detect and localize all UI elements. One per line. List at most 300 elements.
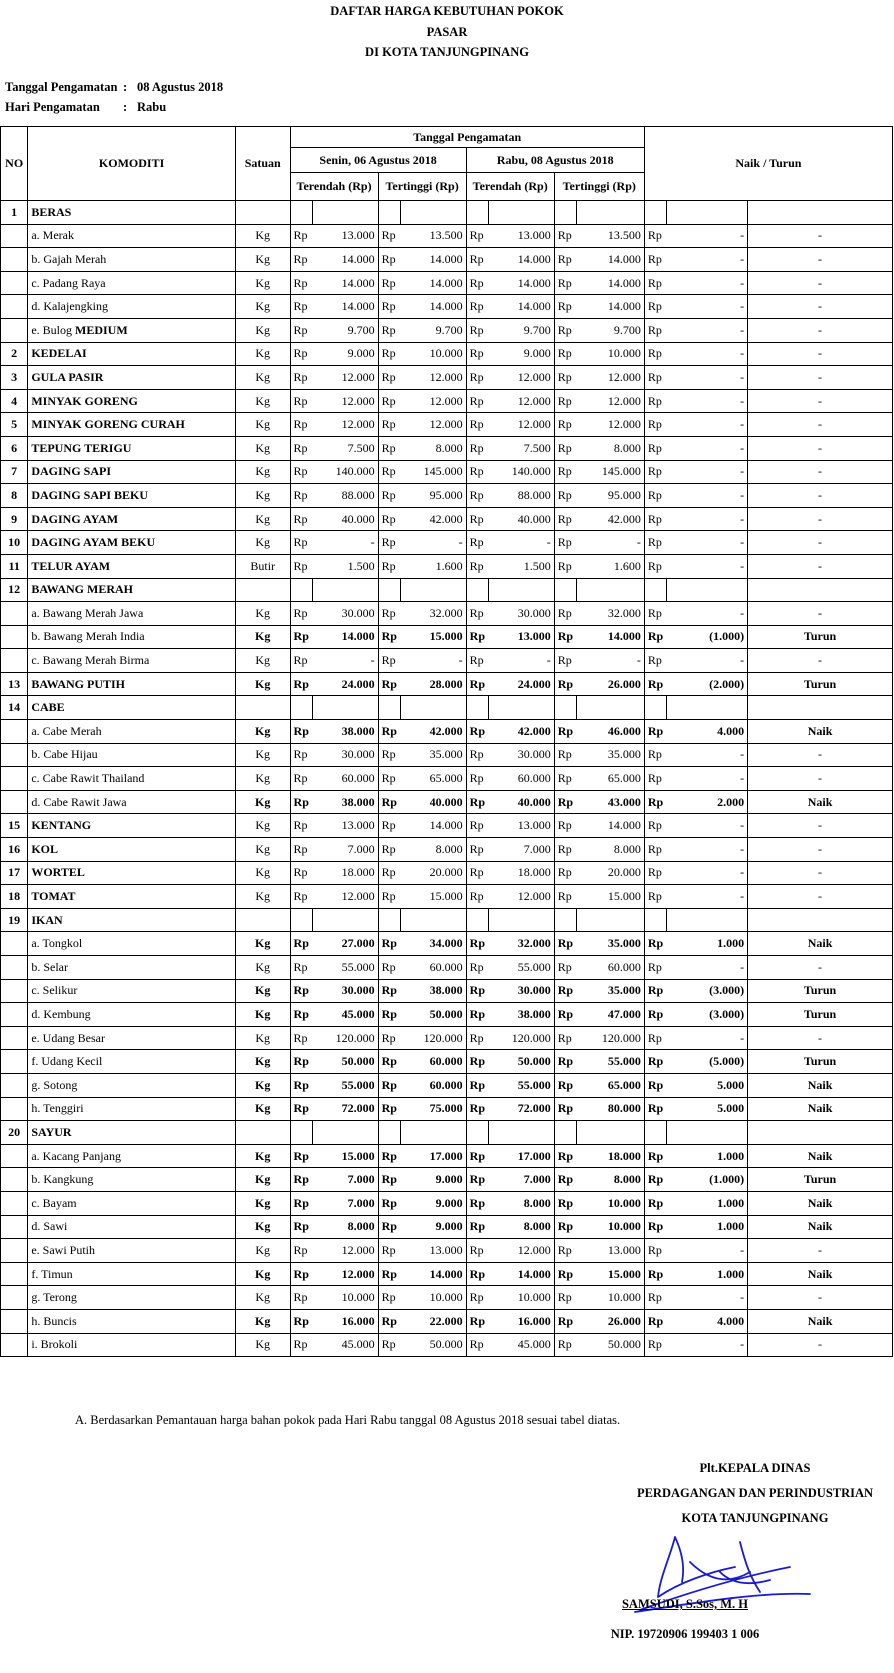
currency-cell: Rp [554,767,576,791]
price-cell: - [400,531,466,555]
currency-cell: Rp [290,1309,312,1333]
difference-cell: - [667,602,748,626]
price-cell: 8.000 [400,436,466,460]
price-cell: 9.000 [400,1215,466,1239]
table-row [1,861,893,885]
price-cell: 88.000 [312,484,378,508]
price-cell: - [312,531,378,555]
currency-cell: Rp [466,1239,488,1263]
status-cell: - [748,649,893,673]
commodity-name [28,460,236,484]
status-cell: - [748,366,893,390]
commodity-label: g. Terong [31,1290,77,1305]
header-low-2: Terendah (Rp) [466,173,554,201]
difference-cell: 1.000 [667,1191,748,1215]
currency-cell: Rp [290,1239,312,1263]
price-cell: 14.000 [488,1262,554,1286]
signature-title-3: KOTA TANJUNGPINANG [681,1511,829,1525]
currency-cell: Rp [378,1050,400,1074]
price-cell: 26.000 [576,1309,644,1333]
price-cell: 12.000 [400,413,466,437]
empty-cell [576,696,644,720]
currency-cell: Rp [378,790,400,814]
price-cell: 12.000 [488,1239,554,1263]
status-cell: - [748,1333,893,1357]
currency-cell: Rp [554,672,576,696]
price-cell: 32.000 [576,602,644,626]
row-number [1,767,28,791]
difference-cell: 2.000 [667,790,748,814]
currency-cell: Rp [466,861,488,885]
currency-cell: Rp [466,1262,488,1286]
empty-cell [667,578,748,602]
commodity-label: f. Udang Kecil [31,1054,103,1069]
currency-cell: Rp [554,1073,576,1097]
currency-cell: Rp [554,413,576,437]
currency-cell: Rp [554,932,576,956]
price-cell: 50.000 [488,1050,554,1074]
currency-cell: Rp [378,248,400,272]
price-cell: 15.000 [576,1262,644,1286]
table-row [1,578,893,602]
price-cell: 40.000 [400,790,466,814]
currency-cell: Rp [466,318,488,342]
currency-cell: Rp [466,885,488,909]
currency-cell: Rp [290,1073,312,1097]
unit-cell: Kg [235,460,290,484]
currency-cell: Rp [554,1026,576,1050]
row-number [1,1168,28,1192]
commodity-label: b. Selar [31,959,68,974]
currency-cell: Rp [378,861,400,885]
currency-cell: Rp [554,1309,576,1333]
empty-cell [466,201,488,225]
table-row [1,271,893,295]
currency-cell: Rp [290,342,312,366]
row-number: 12 [1,578,28,602]
empty-cell [312,908,378,932]
unit-cell: Kg [235,838,290,862]
status-cell: - [748,342,893,366]
currency-cell: Rp [466,649,488,673]
table-row [1,248,893,272]
price-cell: 1.600 [576,554,644,578]
currency-cell: Rp [466,602,488,626]
price-cell: 12.000 [400,389,466,413]
difference-cell: - [667,1026,748,1050]
unit-cell: Kg [235,1050,290,1074]
commodity-name [28,531,236,555]
currency-cell: Rp [290,979,312,1003]
commodity-name [28,932,236,956]
currency-cell: Rp [644,979,666,1003]
currency-cell: Rp [644,460,666,484]
commodity-name [28,1003,236,1027]
empty-cell [400,1121,466,1145]
table-row [1,885,893,909]
price-cell: 1.500 [488,554,554,578]
row-number [1,1026,28,1050]
empty-cell [235,1121,290,1145]
unit-cell: Kg [235,1262,290,1286]
price-cell: 14.000 [312,295,378,319]
price-cell: 10.000 [576,342,644,366]
currency-cell: Rp [554,342,576,366]
currency-cell: Rp [290,1003,312,1027]
currency-cell: Rp [378,484,400,508]
price-cell: 75.000 [400,1097,466,1121]
commodity-label: b. Cabe Hijau [31,747,98,762]
price-cell: 15.000 [312,1144,378,1168]
unit-cell: Kg [235,814,290,838]
status-cell: - [748,248,893,272]
currency-cell: Rp [466,743,488,767]
difference-cell: 5.000 [667,1073,748,1097]
price-cell: 60.000 [400,956,466,980]
currency-cell: Rp [290,1144,312,1168]
currency-cell: Rp [466,413,488,437]
currency-cell: Rp [378,1239,400,1263]
unit-cell: Kg [235,1073,290,1097]
table-row [1,602,893,626]
header-low-1: Terendah (Rp) [290,173,378,201]
commodity-name [28,602,236,626]
price-cell: 14.000 [488,271,554,295]
currency-cell: Rp [290,932,312,956]
currency-cell: Rp [378,224,400,248]
currency-cell: Rp [290,1333,312,1357]
unit-cell: Kg [235,932,290,956]
status-cell: - [748,1286,893,1310]
empty-cell [312,578,378,602]
empty-cell [378,201,400,225]
empty-cell [488,908,554,932]
commodity-label: BAWANG PUTIH [31,676,126,691]
doc-title-line2: PASAR [426,25,468,39]
price-cell: 1.600 [400,554,466,578]
currency-cell: Rp [378,1191,400,1215]
currency-cell: Rp [290,248,312,272]
price-cell: 12.000 [312,366,378,390]
currency-cell: Rp [466,956,488,980]
commodity-name [28,554,236,578]
commodity-name [28,720,236,744]
unit-cell: Kg [235,271,290,295]
signatory-nip: NIP. 19720906 199403 1 006 [610,1627,760,1641]
commodity-label: f. Timun [31,1266,73,1281]
row-number [1,625,28,649]
table-row [1,790,893,814]
commodity-name [28,201,236,225]
commodity-label: DAGING AYAM [31,511,119,526]
price-cell: 24.000 [488,672,554,696]
row-number: 13 [1,672,28,696]
empty-cell [312,201,378,225]
price-cell: 55.000 [312,1073,378,1097]
observation-date [5,80,223,95]
unit-cell: Kg [235,885,290,909]
unit-cell: Kg [235,790,290,814]
currency-cell: Rp [554,1286,576,1310]
commodity-label: CABE [31,700,65,715]
status-cell: Naik [748,1191,893,1215]
currency-cell: Rp [554,743,576,767]
commodity-name [28,1239,236,1263]
price-cell: 14.000 [400,1262,466,1286]
row-number: 6 [1,436,28,460]
price-cell: 10.000 [576,1215,644,1239]
unit-cell: Kg [235,531,290,555]
currency-cell: Rp [378,932,400,956]
table-row [1,460,893,484]
status-cell: - [748,1026,893,1050]
price-cell: - [576,531,644,555]
currency-cell: Rp [466,531,488,555]
price-cell: 50.000 [576,1333,644,1357]
currency-cell: Rp [290,602,312,626]
row-number [1,1309,28,1333]
signature-title-2: PERDAGANGAN DAN PERINDUSTRIAN [636,1486,874,1500]
commodity-name [28,885,236,909]
currency-cell: Rp [290,861,312,885]
commodity-name [28,507,236,531]
currency-cell: Rp [554,1097,576,1121]
price-cell: 7.000 [488,1168,554,1192]
empty-cell [290,201,312,225]
price-cell: 8.000 [312,1215,378,1239]
empty-cell [235,908,290,932]
empty-cell [554,908,576,932]
price-cell: 60.000 [400,1050,466,1074]
commodity-label: TEPUNG TERIGU [31,440,132,455]
currency-cell: Rp [290,767,312,791]
empty-cell [378,696,400,720]
empty-cell [378,578,400,602]
currency-cell: Rp [290,1191,312,1215]
currency-cell: Rp [290,366,312,390]
empty-cell [554,1121,576,1145]
empty-cell [667,908,748,932]
currency-cell: Rp [466,554,488,578]
price-cell: 40.000 [312,507,378,531]
row-number [1,649,28,673]
currency-cell: Rp [644,1073,666,1097]
price-cell: 14.000 [400,814,466,838]
status-cell: - [748,554,893,578]
commodity-name [28,436,236,460]
status-cell: - [748,389,893,413]
observation-day-separator: : [123,100,128,114]
currency-cell: Rp [554,1144,576,1168]
price-cell: 80.000 [576,1097,644,1121]
price-cell: 28.000 [400,672,466,696]
currency-cell: Rp [554,1050,576,1074]
price-cell: 8.000 [576,838,644,862]
difference-cell: 4.000 [667,720,748,744]
difference-cell: - [667,885,748,909]
commodity-label: a. Cabe Merah [31,723,102,738]
price-cell: 14.000 [488,295,554,319]
currency-cell: Rp [378,1097,400,1121]
commodity-label: c. Cabe Rawit Thailand [31,771,145,786]
row-number: 4 [1,389,28,413]
price-cell: 14.000 [312,248,378,272]
observation-day-label: Hari Pengamatan [5,100,100,114]
currency-cell: Rp [554,436,576,460]
header-date-1: Senin, 06 Agustus 2018 [290,148,466,173]
observation-note: A. Berdasarkan Pemantauan harga bahan pokok pada Hari Rabu tanggal 08 Agustus 2018 sesuai tabel diatas. [75,1413,621,1427]
currency-cell: Rp [290,1050,312,1074]
price-cell: 16.000 [488,1309,554,1333]
row-number [1,1097,28,1121]
currency-cell: Rp [466,342,488,366]
currency-cell: Rp [466,224,488,248]
currency-cell: Rp [554,554,576,578]
price-cell: 13.000 [312,224,378,248]
currency-cell: Rp [554,318,576,342]
commodity-label: e. Udang Besar [31,1030,105,1045]
currency-cell: Rp [644,248,666,272]
currency-cell: Rp [554,1239,576,1263]
table-row [1,342,893,366]
currency-cell: Rp [290,956,312,980]
currency-cell: Rp [290,531,312,555]
currency-cell: Rp [466,790,488,814]
price-cell: 140.000 [488,460,554,484]
currency-cell: Rp [644,1239,666,1263]
price-cell: 12.000 [312,413,378,437]
currency-cell: Rp [378,814,400,838]
table-row [1,1003,893,1027]
currency-cell: Rp [378,413,400,437]
price-cell: - [576,649,644,673]
empty-cell [576,578,644,602]
row-number [1,248,28,272]
currency-cell: Rp [554,885,576,909]
currency-cell: Rp [378,649,400,673]
header-tanggal-pengamatan: Tanggal Pengamatan [290,127,644,148]
empty-cell [466,1121,488,1145]
price-cell: 45.000 [312,1333,378,1357]
currency-cell: Rp [644,1050,666,1074]
currency-cell: Rp [466,720,488,744]
row-number: 18 [1,885,28,909]
commodity-label: BAWANG MERAH [31,582,133,597]
row-number [1,224,28,248]
status-cell: Turun [748,979,893,1003]
commodity-label: d. Kembung [31,1006,91,1021]
status-cell: Naik [748,720,893,744]
price-cell: 26.000 [576,672,644,696]
currency-cell: Rp [378,1333,400,1357]
status-cell: - [748,531,893,555]
row-number: 15 [1,814,28,838]
currency-cell: Rp [466,1003,488,1027]
empty-cell [235,696,290,720]
commodity-name [28,1262,236,1286]
empty-cell [576,201,644,225]
unit-cell: Kg [235,295,290,319]
price-cell: 18.000 [576,1144,644,1168]
difference-cell: - [667,224,748,248]
unit-cell: Kg [235,1215,290,1239]
currency-cell: Rp [466,1168,488,1192]
price-cell: 30.000 [312,743,378,767]
currency-cell: Rp [290,460,312,484]
price-cell: 30.000 [488,602,554,626]
currency-cell: Rp [378,672,400,696]
currency-cell: Rp [290,1215,312,1239]
price-cell: 34.000 [400,932,466,956]
currency-cell: Rp [466,507,488,531]
commodity-name [28,767,236,791]
empty-cell [378,908,400,932]
status-cell: - [748,484,893,508]
currency-cell: Rp [644,625,666,649]
currency-cell: Rp [554,389,576,413]
unit-cell: Kg [235,649,290,673]
price-cell: 35.000 [400,743,466,767]
commodity-name [28,1121,236,1145]
unit-cell: Kg [235,366,290,390]
currency-cell: Rp [466,295,488,319]
commodity-name [28,271,236,295]
currency-cell: Rp [378,1286,400,1310]
table-row [1,554,893,578]
currency-cell: Rp [378,743,400,767]
price-cell: 18.000 [312,861,378,885]
price-cell: 14.000 [400,295,466,319]
currency-cell: Rp [644,554,666,578]
price-cell: 12.000 [312,885,378,909]
difference-cell: - [667,436,748,460]
price-cell: 65.000 [576,767,644,791]
currency-cell: Rp [466,838,488,862]
difference-cell: 1.000 [667,1215,748,1239]
currency-cell: Rp [466,484,488,508]
difference-cell: - [667,366,748,390]
price-cell: 14.000 [576,295,644,319]
row-number [1,1003,28,1027]
difference-cell: - [667,743,748,767]
commodity-name [28,248,236,272]
currency-cell: Rp [644,861,666,885]
commodity-label: MINYAK GORENG [31,393,138,408]
unit-cell: Kg [235,861,290,885]
price-cell: 8.000 [488,1191,554,1215]
price-cell: - [400,649,466,673]
empty-cell [667,696,748,720]
currency-cell: Rp [644,366,666,390]
difference-cell: (5.000) [667,1050,748,1074]
price-cell: 13.500 [576,224,644,248]
status-cell: - [748,318,893,342]
row-number [1,743,28,767]
difference-cell: (1.000) [667,625,748,649]
table-row [1,436,893,460]
difference-cell: - [667,1239,748,1263]
empty-cell [644,201,666,225]
unit-cell: Kg [235,248,290,272]
status-cell: Turun [748,625,893,649]
status-cell: - [748,885,893,909]
currency-cell: Rp [644,484,666,508]
currency-cell: Rp [554,1262,576,1286]
commodity-label: h. Buncis [31,1313,77,1328]
status-cell: - [748,767,893,791]
observation-day-value: Rabu [137,100,167,114]
commodity-label: DAGING AYAM BEKU [31,535,156,550]
